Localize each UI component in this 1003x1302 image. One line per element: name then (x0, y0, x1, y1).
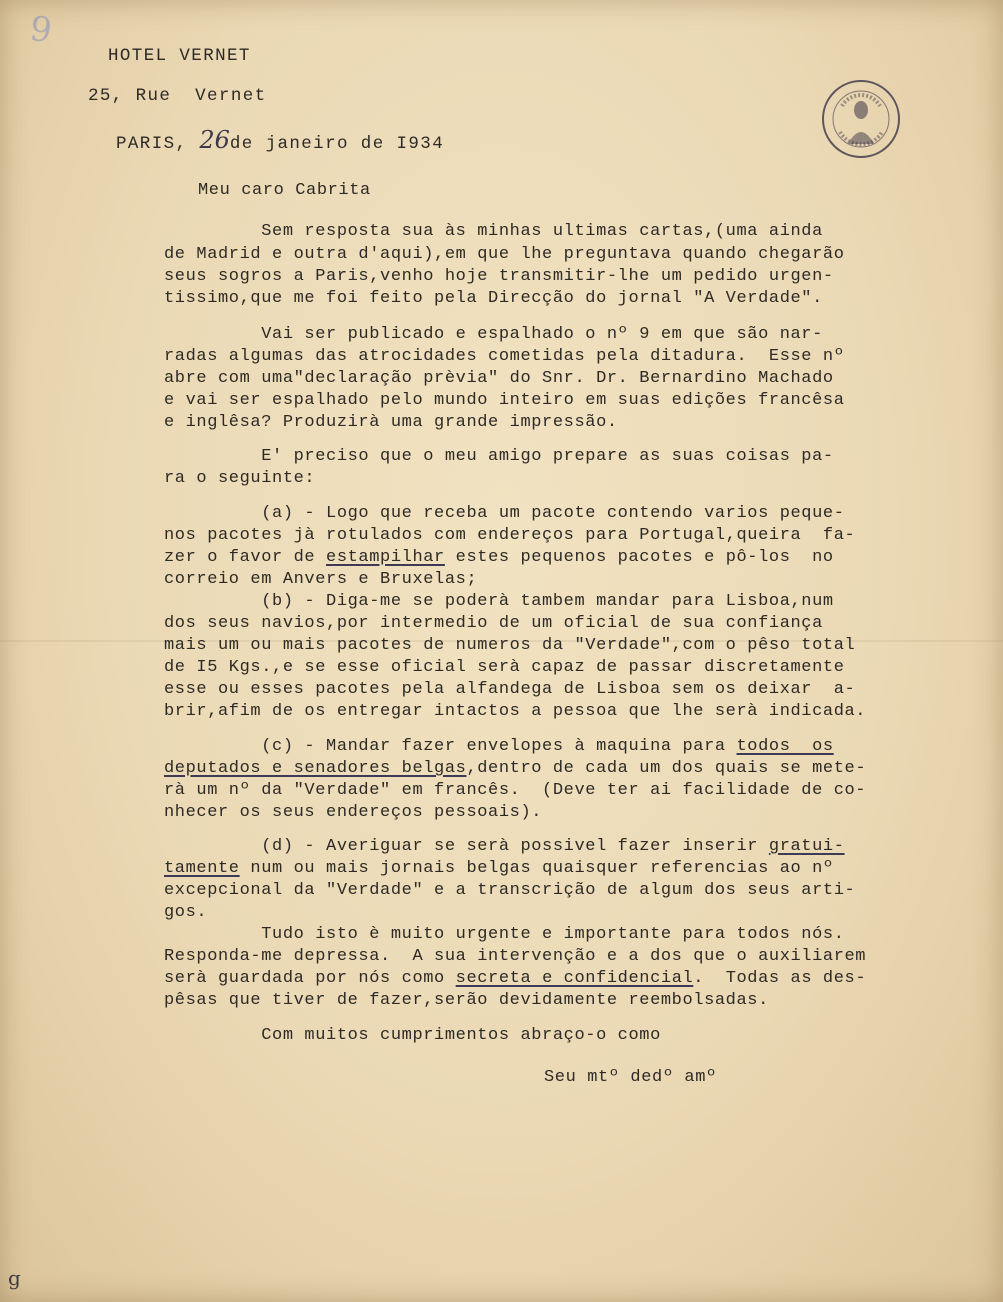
salutation: Meu caro Cabrita (198, 181, 371, 200)
pc-line-2-end: ,dentro de cada um dos quais se mete- (466, 759, 867, 778)
pb-line-3: mais um ou mais pacotes de numeros da "Verdade",com o pêso total (164, 636, 856, 655)
p2-line-2: radas algumas das atrocidades cometidas pela ditadura. Esse nº (164, 347, 845, 366)
p2-line-5: e inglêsa? Produzirà uma grande impressão. (164, 413, 618, 432)
p2-line-3: abre com uma"declaração prèvia" do Snr. Dr. Bernardino Machado (164, 369, 834, 388)
p1-line-3: seus sogros a Paris,venho hoje transmitir-lhe um pedido urgen- (164, 267, 834, 286)
p1-line-4: tissimo,que me foi feito pela Direcção do jornal "A Verdade". (164, 289, 823, 308)
underlined-todos-os: todos os (736, 737, 834, 756)
pd-line-2 (164, 860, 834, 877)
hotel-name: HOTEL VERNET (108, 46, 251, 66)
p5-line-3 (164, 970, 866, 987)
pd-line-1 (164, 838, 845, 855)
p2-line-1: Vai ser publicado e espalhado o nº 9 em que são nar- (164, 325, 823, 344)
letter-date (116, 128, 444, 154)
date-month-year: de janeiro de I934 (229, 134, 445, 154)
pb-line-5: esse ou esses pacotes pela alfandega de Lisboa sem os deixar a- (164, 680, 856, 699)
pc-line-1 (164, 738, 834, 755)
underlined-estampilhar: estampilhar (326, 548, 445, 567)
pc-line-3: rà um nº da "Verdade" em francês. (Deve ter ai facilidade de co- (164, 781, 867, 800)
corner-mark: g (8, 1266, 21, 1290)
archive-number: 9 (27, 8, 55, 52)
pd-line-1-start: (d) - Averiguar se serà possivel fazer inserir (164, 837, 769, 856)
pa-line-1: (a) - Logo que receba um pacote contendo varios peque- (164, 504, 845, 523)
pd-line-3: excepcional da "Verdade" e a transcrição de algum dos seus arti- (164, 881, 856, 900)
pa-line-4: correio em Anvers e Bruxelas; (164, 570, 478, 589)
hotel-address: 25, Rue Vernet (88, 86, 267, 106)
p5-line-3-end: . Todas as des- (693, 969, 867, 988)
pd-line-4: gos. (164, 903, 208, 922)
pa-line-3-end: estes pequenos pacotes e pô-los no (444, 548, 834, 567)
signoff: Seu mtº dedº amº (544, 1068, 717, 1087)
p1-line-2: de Madrid e outra d'aqui),em que lhe preguntava quando chegarão (164, 245, 845, 264)
p5-line-3-start: serà guardada por nós como (164, 969, 456, 988)
p3-line-2: ra o seguinte: (164, 469, 316, 488)
p5-line-1: Tudo isto è muito urgente e importante para todos nós. (164, 925, 845, 944)
pb-line-4: de I5 Kgs.,e se esse oficial serà capaz de passar discretamente (164, 658, 845, 677)
pb-line-6: brir,afim de os entregar intactos a pessoa que lhe serà indicada. (164, 702, 867, 721)
pd-line-2-end: num ou mais jornais belgas quaisquer referencias ao nº (239, 859, 834, 878)
p1-line-1: Sem resposta sua às minhas ultimas cartas,(uma ainda (164, 222, 823, 241)
pa-line-3 (164, 549, 834, 566)
pb-line-1: (b) - Diga-me se poderà tambem mandar para Lisboa,num (164, 592, 834, 611)
pb-line-2: dos seus navios,por intermedio de um oficial de sua confiança (164, 614, 823, 633)
p5-line-2: Responda-me depressa. A sua intervenção e a dos que o auxiliarem (164, 947, 867, 966)
pc-line-2 (164, 760, 866, 777)
library-seal-icon (818, 76, 904, 162)
p5-line-4: pêsas que tiver de fazer,serão devidamente reembolsadas. (164, 991, 769, 1010)
underlined-secreta: secreta e confidencial (455, 969, 694, 988)
date-city: PARIS, (116, 134, 188, 154)
pa-line-2: nos pacotes jà rotulados com endereços para Portugal,queira fa- (164, 526, 856, 545)
p2-line-4: e vai ser espalhado pelo mundo inteiro em suas edições francêsa (164, 391, 845, 410)
underlined-tamente: tamente (164, 859, 240, 878)
p3-line-1: E' preciso que o meu amigo prepare as suas coisas pa- (164, 447, 834, 466)
underlined-deputados: deputados e senadores belgas (164, 759, 467, 778)
underlined-gratui: gratui- (768, 837, 845, 856)
closing-line: Com muitos cumprimentos abraço-o como (164, 1026, 661, 1045)
date-day-handwritten: 26 (199, 126, 230, 154)
pc-line-1-start: (c) - Mandar fazer envelopes à maquina para (164, 737, 737, 756)
pa-line-3-start: zer o favor de (164, 548, 327, 567)
pc-line-4: nhecer os seus endereços pessoais). (164, 803, 543, 822)
